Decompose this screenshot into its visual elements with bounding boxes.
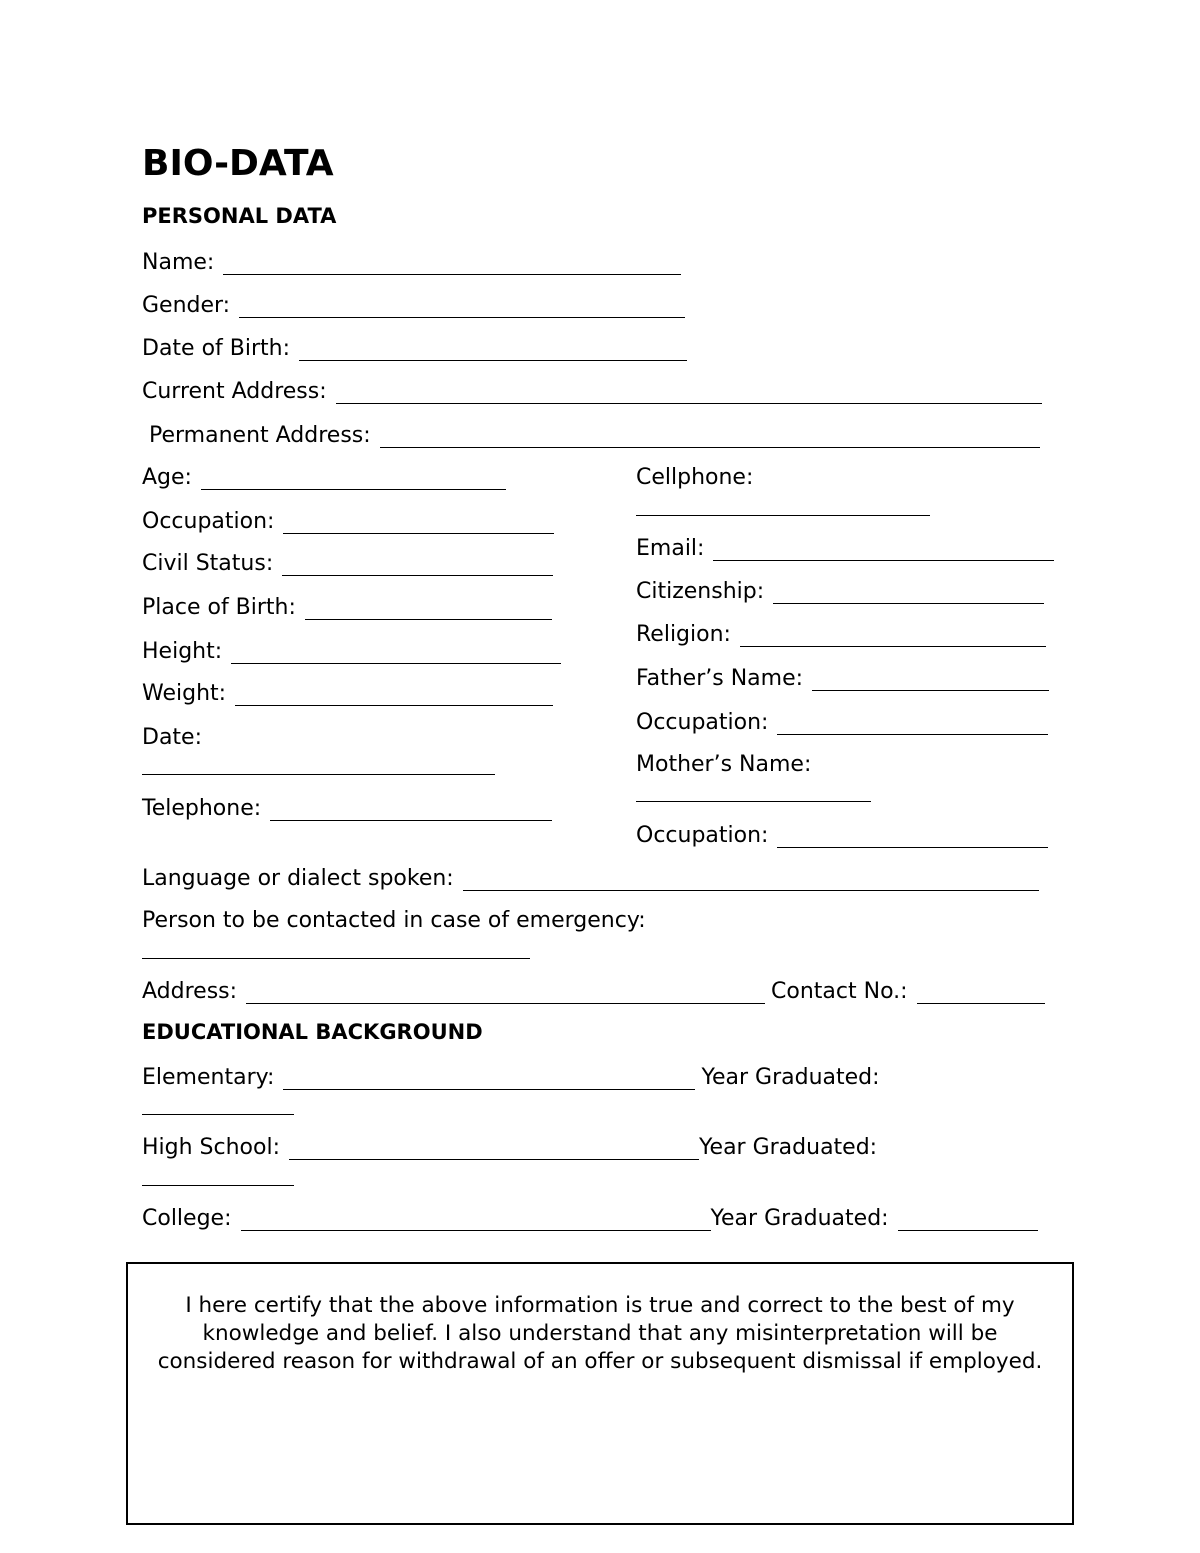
occupation-input-line[interactable] — [283, 511, 554, 534]
college-year-label: Year Graduated: — [710, 1206, 889, 1231]
fathers-name-input-line[interactable] — [812, 668, 1049, 691]
fathers-name-field[interactable] — [636, 661, 1049, 691]
address-label: Address: — [142, 979, 238, 1004]
place-of-birth-field[interactable] — [142, 590, 552, 620]
occupation-field[interactable] — [142, 504, 554, 534]
current-address-input-line[interactable] — [336, 381, 1042, 404]
citizenship-input-line[interactable] — [773, 581, 1044, 604]
civil-status-field[interactable] — [142, 546, 553, 576]
elementary-input-line[interactable] — [283, 1067, 695, 1090]
language-field[interactable] — [142, 861, 1039, 891]
telephone-input-line[interactable] — [270, 798, 552, 821]
name-field[interactable] — [142, 245, 681, 275]
high-school-input-line[interactable] — [289, 1137, 699, 1160]
age-field[interactable] — [142, 460, 506, 490]
citizenship-label: Citizenship: — [636, 579, 765, 604]
personal-data-heading: PERSONAL DATA — [142, 204, 337, 228]
educational-background-heading: EDUCATIONAL BACKGROUND — [142, 1020, 483, 1044]
high-school-year-label: Year Graduated: — [699, 1135, 878, 1160]
date-field — [142, 720, 202, 750]
religion-label: Religion: — [636, 622, 731, 647]
contact-no-input-line[interactable] — [917, 981, 1045, 1004]
age-input-line[interactable] — [201, 467, 506, 490]
name-input-line[interactable] — [223, 252, 681, 275]
email-field[interactable] — [636, 531, 1054, 561]
gender-field[interactable] — [142, 288, 685, 318]
emergency-address-field[interactable] — [142, 974, 1045, 1004]
language-label: Language or dialect spoken: — [142, 866, 454, 891]
mother-occupation-label: Occupation: — [636, 823, 769, 848]
page-title: BIO-DATA — [142, 143, 334, 184]
contact-no-label: Contact No.: — [771, 979, 908, 1004]
permanent-address-label: Permanent Address: — [149, 423, 371, 448]
place-of-birth-label: Place of Birth: — [142, 595, 296, 620]
certification-box — [126, 1262, 1074, 1525]
college-field[interactable] — [142, 1201, 1038, 1231]
elementary-year-label: Year Graduated: — [701, 1065, 880, 1090]
mother-occupation-field[interactable] — [636, 818, 1048, 848]
mothers-name-label: Mother’s Name: — [636, 752, 812, 777]
email-input-line[interactable] — [713, 538, 1054, 561]
height-label: Height: — [142, 639, 223, 664]
date-input-line[interactable] — [142, 773, 495, 775]
date-label: Date: — [142, 725, 202, 750]
current-address-field[interactable] — [142, 374, 1042, 404]
religion-input-line[interactable] — [740, 624, 1046, 647]
father-occupation-label: Occupation: — [636, 710, 769, 735]
cellphone-field — [636, 460, 753, 490]
father-occupation-input-line[interactable] — [777, 712, 1048, 735]
elementary-label: Elementary: — [142, 1065, 275, 1090]
citizenship-field[interactable] — [636, 574, 1044, 604]
height-input-line[interactable] — [231, 641, 561, 664]
dob-input-line[interactable] — [299, 338, 687, 361]
mothers-name-input-line[interactable] — [636, 800, 871, 802]
gender-label: Gender: — [142, 293, 231, 318]
permanent-address-field[interactable] — [149, 418, 1040, 448]
age-label: Age: — [142, 465, 192, 490]
height-field[interactable] — [142, 634, 561, 664]
civil-status-label: Civil Status: — [142, 551, 274, 576]
dob-label: Date of Birth: — [142, 336, 291, 361]
mothers-name-field — [636, 747, 811, 777]
college-input-line[interactable] — [241, 1208, 711, 1231]
elementary-year-input-line[interactable] — [142, 1113, 294, 1115]
email-label: Email: — [636, 536, 705, 561]
civil-status-input-line[interactable] — [282, 553, 553, 576]
emergency-contact-label: Person to be contacted in case of emergency: — [142, 908, 646, 933]
fathers-name-label: Father’s Name: — [636, 666, 804, 691]
high-school-field[interactable] — [142, 1130, 877, 1160]
cellphone-label: Cellphone: — [636, 465, 754, 490]
gender-input-line[interactable] — [239, 295, 685, 318]
name-label: Name: — [142, 250, 215, 275]
mother-occupation-input-line[interactable] — [777, 825, 1048, 848]
place-of-birth-input-line[interactable] — [305, 597, 552, 620]
dob-field[interactable] — [142, 331, 687, 361]
religion-field[interactable] — [636, 617, 1046, 647]
elementary-field[interactable] — [142, 1060, 880, 1090]
language-input-line[interactable] — [463, 868, 1039, 891]
address-input-line[interactable] — [246, 981, 765, 1004]
emergency-contact-field — [142, 903, 646, 933]
weight-label: Weight: — [142, 681, 227, 706]
high-school-label: High School: — [142, 1135, 281, 1160]
current-address-label: Current Address: — [142, 379, 327, 404]
certification-text: I here certify that the above information is true and correct to the best of my knowledge and belief. I also understand that any misinterpretation will be considered reason for withdrawal of an offer or subsequent dismissal if employed. — [157, 1293, 1043, 1374]
occupation-label: Occupation: — [142, 509, 275, 534]
weight-field[interactable] — [142, 676, 553, 706]
telephone-label: Telephone: — [142, 796, 262, 821]
emergency-contact-input-line[interactable] — [142, 957, 530, 959]
telephone-field[interactable] — [142, 791, 552, 821]
cellphone-input-line[interactable] — [636, 514, 930, 516]
weight-input-line[interactable] — [235, 683, 553, 706]
college-label: College: — [142, 1206, 232, 1231]
college-year-input-line[interactable] — [898, 1208, 1038, 1231]
father-occupation-field[interactable] — [636, 705, 1048, 735]
high-school-year-input-line[interactable] — [142, 1184, 294, 1186]
permanent-address-input-line[interactable] — [380, 425, 1040, 448]
